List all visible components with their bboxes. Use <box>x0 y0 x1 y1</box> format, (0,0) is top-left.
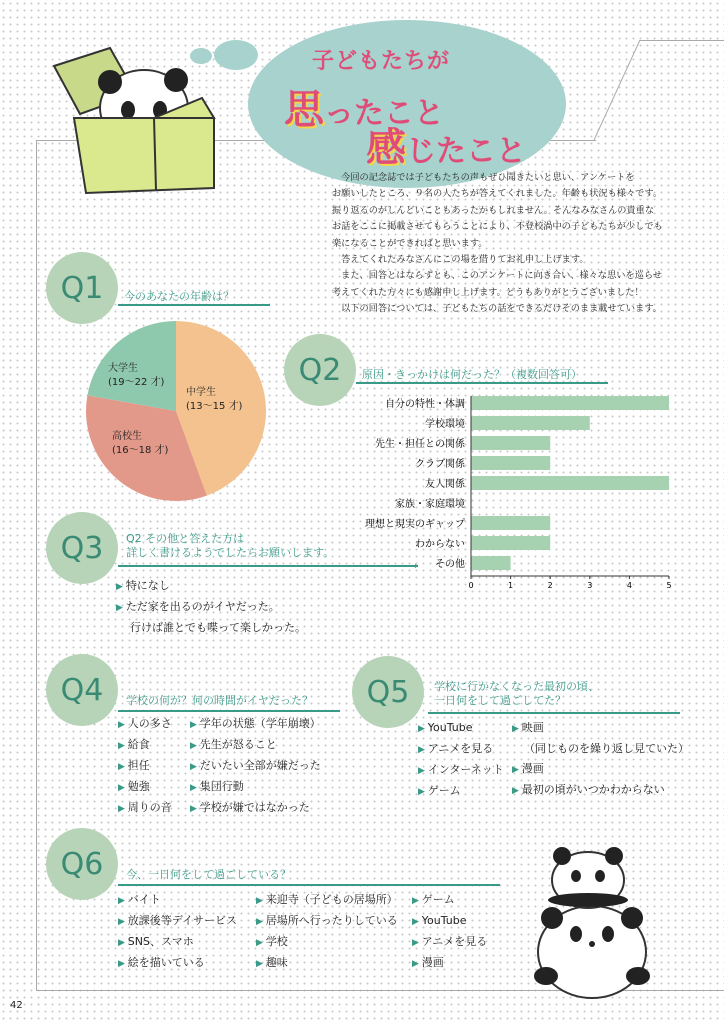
q4-badge: Q4 <box>46 654 118 726</box>
q6-col2 <box>256 890 398 974</box>
q4-col2 <box>190 714 321 819</box>
frame-left <box>36 140 37 990</box>
list-item: ▶ アニメを見る <box>418 739 504 760</box>
bar-4 <box>471 476 669 490</box>
pie-label-middle: 中学生 (13〜15 才) <box>186 387 243 412</box>
list-item: ▶ 特になし <box>116 576 306 597</box>
q5-rule <box>428 712 680 714</box>
list-item: ▶ 最初の頃がいつかわからない <box>512 780 689 801</box>
q5-col2 <box>512 718 689 801</box>
list-item: ▶ ゲーム <box>418 781 504 802</box>
list-item: ▶ 担任 <box>118 756 172 777</box>
list-item: ▶ 漫画 <box>512 759 689 780</box>
q3-badge: Q3 <box>46 512 118 584</box>
thought-puff-large <box>214 40 258 70</box>
list-item: ▶ 学校が嫌ではなかった <box>190 798 321 819</box>
frame-top-right <box>640 40 724 41</box>
q5-col1 <box>418 718 504 802</box>
x-tick-label: 2 <box>547 581 553 588</box>
pie-label-high: 高校生 (16〜18 才) <box>112 431 169 456</box>
list-item: ▶ YouTube <box>412 911 487 932</box>
q6-rule <box>118 884 500 886</box>
x-tick-label: 0 <box>468 581 474 588</box>
list-item: ▶ ただ家を出るのがイヤだった。 <box>116 597 306 618</box>
list-item: ▶ 集団行動 <box>190 777 321 798</box>
bar-2 <box>471 436 550 450</box>
bar-category-label: 先生・担任との関係 <box>375 439 465 450</box>
frame-diagonal <box>590 40 650 142</box>
q2-title: 原因・きっかけは何だった？（複数回答可） <box>362 368 582 381</box>
x-tick-label: 4 <box>626 581 632 588</box>
q3-rule <box>118 565 418 567</box>
bar-category-label: 理想と現実のギャップ <box>365 519 465 530</box>
bar-7 <box>471 536 550 550</box>
pie-label-univ: 大学生 (19〜22 才) <box>108 363 165 388</box>
thought-puff-small <box>190 48 212 64</box>
bar-category-label: わからない <box>415 539 465 550</box>
list-item: ▶ アニメを見る <box>412 932 487 953</box>
list-item: ▶ ゲーム <box>412 890 487 911</box>
title-line2: 思ったこと <box>284 87 444 133</box>
list-item: ▶ 趣味 <box>256 953 398 974</box>
q4-rule <box>118 710 340 712</box>
list-item: ▶ バイト <box>118 890 237 911</box>
list-item: ▶ インターネット <box>418 760 504 781</box>
q5-title: 学校に行かなくなった最初の頃、 一日何をして過ごしてた？ <box>434 680 599 707</box>
intro-text: 今回の記念誌では子どもたちの声もぜひ聞きたいと思い、アンケートを お願いしたところ、９名の人たちが答えてくれました。年齢も状況も様々です。 振り返るのがしんどいこともあったかもしれません。そんなみなさんの貴重な お話をここに掲載させてもらうことにより、不登校渦中の子どもたちが少しでも 楽になることができればと思います。 答えてくれたみなさんにこの場を借りてお礼申し上げます。 また、回答とはならずとも、このアンケートに向き合い、様々な思いを巡らせ 考えてくれた方々にも感謝申し上げます。どうもありがとうございました！ 以下の回答については、子どもたちの話をできるだけそのまま載せています。 <box>332 172 663 315</box>
page-number: 42 <box>10 1000 23 1011</box>
list-item: ▶ 給食 <box>118 735 172 756</box>
list-item: ▶ 放課後等デイサービス <box>118 911 237 932</box>
q1-badge: Q1 <box>46 252 118 324</box>
bar-category-label: その他 <box>435 559 465 570</box>
q6-col3 <box>412 890 487 974</box>
stacked-pandas-illustration <box>522 844 662 1004</box>
x-tick-label: 1 <box>508 581 514 588</box>
q1-title: 今のあなたの年齢は？ <box>124 290 234 303</box>
bar-3 <box>471 456 550 470</box>
title-line3: 感じたこと <box>366 125 526 171</box>
bar-0 <box>471 396 669 410</box>
list-item: ▶ YouTube <box>418 718 504 739</box>
list-item: ▶ 勉強 <box>118 777 172 798</box>
q2-badge: Q2 <box>284 334 356 406</box>
q6-badge: Q6 <box>46 828 118 900</box>
bar-category-label: 友人関係 <box>425 479 465 490</box>
q3-title: Q2 その他と答えた方は 詳しく書けるようでしたらお願いします。 <box>126 532 335 559</box>
list-item: ▶ 人の多さ <box>118 714 172 735</box>
bar-8 <box>471 556 511 570</box>
list-item: ▶ 周りの音 <box>118 798 172 819</box>
list-item: ▶ 居場所へ行ったりしている <box>256 911 398 932</box>
list-item: ▶ 学校 <box>256 932 398 953</box>
x-tick-label: 5 <box>666 581 672 588</box>
list-item: ▶ だいたい全部が嫌だった <box>190 756 321 777</box>
list-item: ▶ 漫画 <box>412 953 487 974</box>
q2-bar-chart <box>340 394 680 588</box>
list-item-continuation: 行けば誰とでも喋って楽しかった。 <box>130 621 306 634</box>
list-item-continuation: （同じものを繰り返し見ていた） <box>524 742 689 755</box>
q6-col1 <box>118 890 237 974</box>
list-item: ▶ 学年の状態（学年崩壊） <box>190 714 321 735</box>
q3-rule-arrow: › <box>414 559 419 572</box>
q1-rule <box>118 304 270 306</box>
q3-answers <box>116 576 306 638</box>
bar-category-label: 学校環境 <box>425 419 465 430</box>
bar-6 <box>471 516 550 530</box>
list-item: ▶ 映画 <box>512 718 689 739</box>
bar-category-label: 自分の特性・体調 <box>385 399 465 410</box>
list-item: ▶ 絵を描いている <box>118 953 237 974</box>
bar-category-label: クラブ関係 <box>415 459 465 470</box>
q6-title: 今、一日何をして過ごしている？ <box>126 868 291 881</box>
bar-1 <box>471 416 590 430</box>
q2-rule <box>356 382 608 384</box>
title-line1: 子どもたちが <box>312 49 451 74</box>
q5-badge: Q5 <box>352 656 424 728</box>
q4-title: 学校の何が？何の時間がイヤだった？ <box>126 694 313 707</box>
list-item: ▶ SNS、スマホ <box>118 932 237 953</box>
x-tick-label: 3 <box>587 581 593 588</box>
list-item: ▶ 先生が怒ること <box>190 735 321 756</box>
bar-category-label: 家族・家庭環境 <box>395 499 465 510</box>
q4-col1 <box>118 714 172 819</box>
list-item: ▶ 来迎寺（子どもの居場所） <box>256 890 398 911</box>
